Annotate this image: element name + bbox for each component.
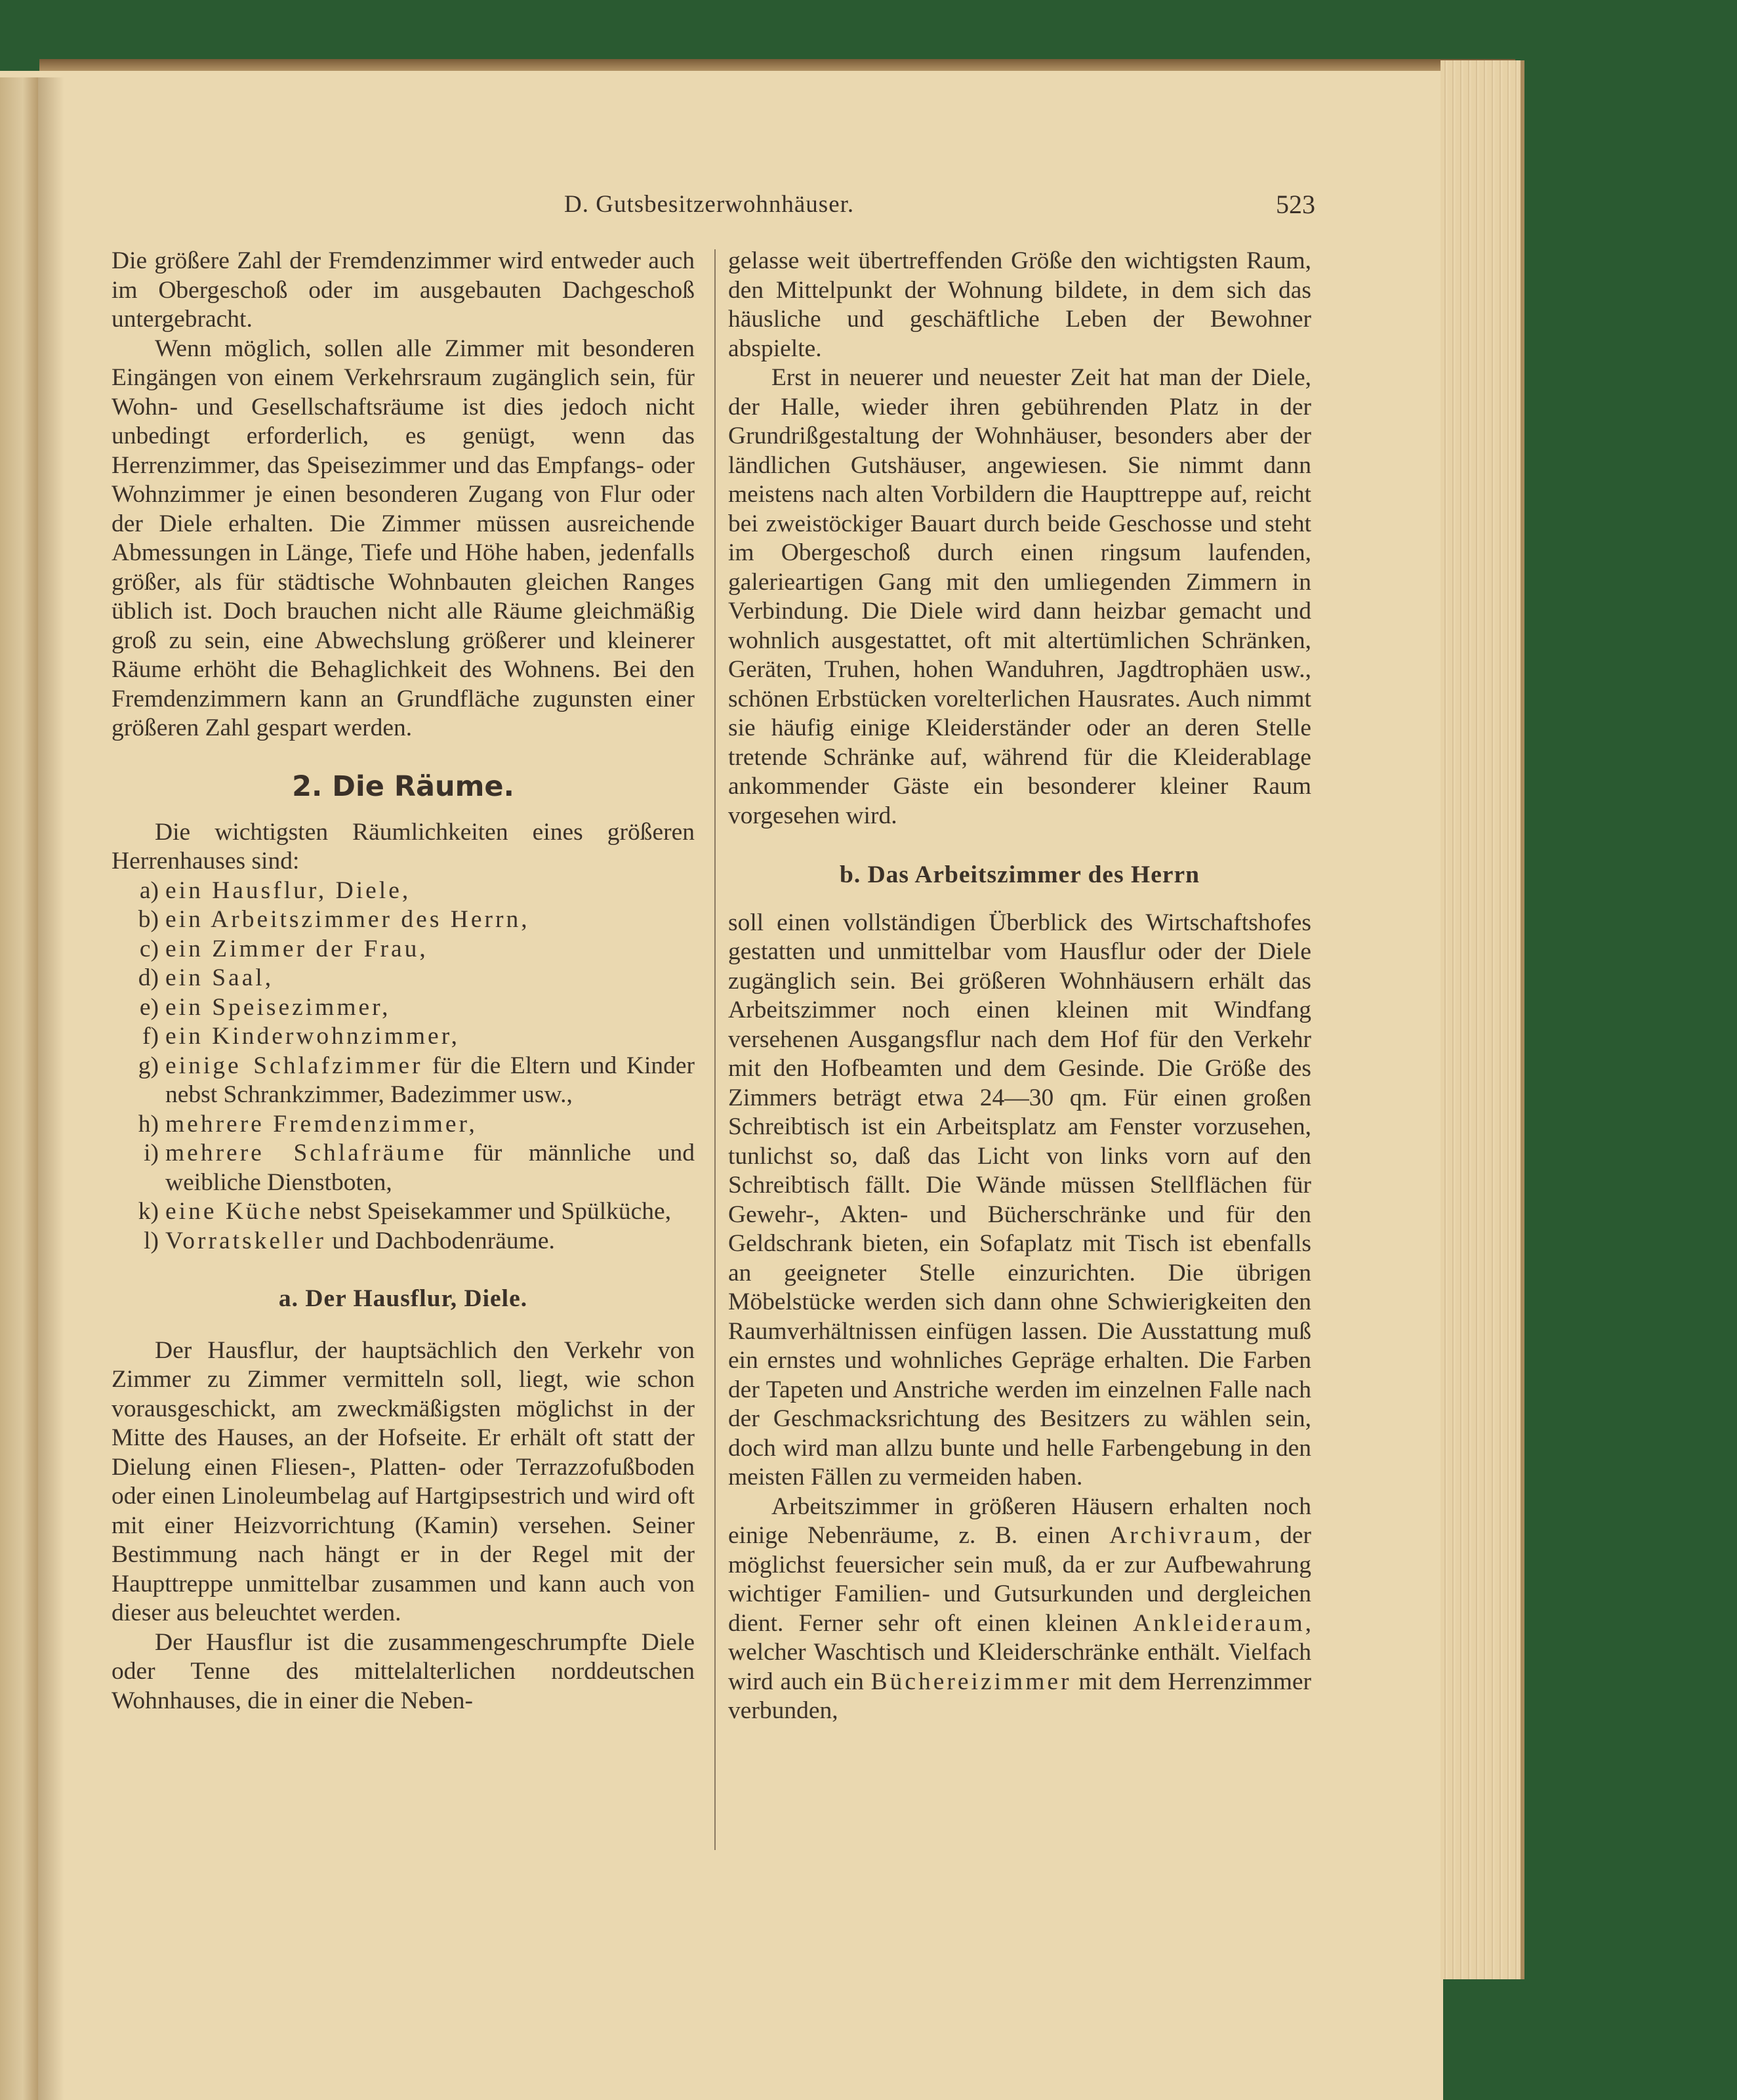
paragraph: Der Hausflur, der hauptsächlich den Verkehr von Zimmer zu Zimmer vermitteln soll, liegt, wie schon vorausgeschickt, am zweckmäßigsten möglichst in der Mitte des Hauses, an der Hofseite. Er erhält oft statt der Dielung einen Fliesen-, Platten- oder Terrazzofußboden oder einen Linoleumbelag auf Hartgipsestrich und wird oft mit einer Heizvorrichtung (Kamin) versehen. Seiner Bestimmung nach hängt er in der Regel mit der Haupttreppe unmittelbar zusammen und kann auch von dieser aus beleuchtet werden.	[112, 1336, 695, 1626]
list-item-text: für die Eltern und Kinder nebst Schrankzimmer, Badezimmer usw.,	[165, 1052, 695, 1108]
list-item-spaced: ein Zimmer der Frau,	[165, 935, 428, 962]
list-marker: g)	[138, 1052, 159, 1079]
text-run: , der möglichst feuersicher sein muß, da er zur Aufbewahrung wichtiger Familien- und Gutsurkunden und dergleichen dient. Ferner sehr oft einen kleinen	[728, 1522, 1311, 1637]
list-item	[112, 1052, 695, 1110]
list-marker: c)	[139, 935, 159, 962]
list-item	[112, 1139, 695, 1197]
list-item	[112, 905, 695, 935]
paragraph: Wenn möglich, sollen alle Zimmer mit besonderen Eingängen von einem Verkehrsraum zugänglich sein, für Wohn- und Gesellschaftsräume ist dies jedoch nicht unbedingt erforderlich, es genügt, wenn das Herrenzimmer, das Speisezimmer und das Empfangs- oder Wohnzimmer je einen besonderen Zugang von Flur oder der Diele erhalten. Die Zimmer müssen ausreichende Abmessungen in Länge, Tiefe und Höhe haben, jedenfalls größer, als für städtische Wohnbauten gleichen Ranges üblich ist. Doch brauchen nicht alle Räume gleichmäßig groß zu sein, eine Abwechslung größerer und kleinerer Räume erhöht die Behaglichkeit des Wohnens. Bei den Fremdenzimmern kann an Grundfläche zugunsten einer größeren Zahl gespart werden.	[112, 335, 695, 741]
text-run: , welcher Waschtisch und Kleiderschränke enthält. Vielfach wird auch ein	[728, 1609, 1311, 1695]
list-marker: f)	[142, 1023, 159, 1050]
list-marker: d)	[138, 964, 159, 991]
list-item	[112, 1197, 695, 1227]
running-head: D. Gutsbesitzerwohnhäuser.	[564, 191, 855, 218]
gutter-shadow	[38, 77, 64, 2100]
list-marker: k)	[138, 1198, 159, 1225]
list-item-spaced: ein Hausflur, Diele,	[165, 876, 411, 904]
list-marker: a)	[139, 876, 159, 904]
list-item	[112, 935, 695, 964]
page-edges	[1441, 60, 1524, 1979]
list-item	[112, 1227, 695, 1256]
right-column	[728, 247, 1311, 1726]
paragraph: soll einen vollständigen Überblick des Wirtschaftshofes gestatten und unmittelbar vom Hausflur oder der Diele zugänglich sein. Bei größeren Wohnhäusern erhält das Arbeitszimmer noch einen kleinen mit Windfang versehenen Ausgangsflur nach dem Hof für den Verkehr mit den Hofbeamten und dem Gesinde. Die Größe des Zimmers beträgt etwa 24—30 qm. Für einen großen Schreibtisch ist ein Arbeitsplatz am Fenster vorzusehen, tunlichst so, daß das Licht von links vorn auf den Schreibtisch fällt. Die Wände müssen Stellflächen für Gewehr-, Akten- und Bücherschränke und für den Geldschrank bieten, ein Sofaplatz mit Tisch ist ebenfalls an geeigneter Stelle einzurichten. Die übrigen Möbelstücke werden sich dann ohne Schwierigkeiten den Raumverhältnissen einfügen lassen. Die Ausstattung muß ein ernstes und wohnliches Gepräge erhalten. Die Farben der Tapeten und Anstriche werden im einzelnen Falle nach der Geschmacksrichtung des Besitzers zu wählen sein, doch wird man allzu bunte und helle Farbengebung in den meisten Fällen zu vermeiden haben.	[728, 909, 1311, 1491]
list-item	[112, 1022, 695, 1052]
list-item-spaced: ein Saal,	[165, 964, 274, 991]
spaced-term: Archivraum	[1109, 1522, 1255, 1549]
paragraph	[728, 1493, 1311, 1726]
list-item-spaced: ein Arbeitszimmer des Herrn,	[165, 906, 530, 933]
text-run: Arbeitszimmer in größeren Häusern erhalten noch einige Nebenräume, z. B. einen	[728, 1493, 1311, 1549]
list-marker: l)	[144, 1227, 159, 1254]
list-item-text: für männliche und weibliche Dienstboten,	[165, 1140, 695, 1196]
text-run: mit dem Herrenzimmer verbunden,	[728, 1668, 1311, 1724]
room-list	[112, 876, 695, 1256]
paragraph: gelasse weit übertreffenden Größe den wichtigsten Raum, den Mittelpunkt der Wohnung bildete, in dem sich das häusliche und geschäftliche Leben der Bewohner abspielte.	[728, 247, 1311, 362]
list-item-spaced: ein Speisezimmer,	[165, 993, 391, 1021]
list-marker: e)	[139, 993, 159, 1021]
list-marker: h)	[138, 1110, 159, 1138]
column-rule	[714, 249, 716, 1850]
list-item	[112, 964, 695, 993]
paragraph: Erst in neuerer und neuester Zeit hat man der Diele, der Halle, wieder ihren gebührenden Platz in der Grundrißgestaltung der Wohnhäuser, besonders aber der ländlichen Gutshäuser, angewiesen. Sie nimmt dann meistens nach alten Vorbildern die Haupttreppe auf, reicht bei zweistöckiger Bauart durch beide Geschosse und steht im Obergeschoß durch einen ringsum laufenden, galerieartigen Gang mit den umliegenden Zimmern in Verbindung. Die Diele wird dann heizbar gemacht und wohnlich ausgestattet, oft mit altertümlichen Schränken, Geräten, Truhen, hohen Wanduhren, Jagdtrophäen usw., schönen Erbstücken vorelterlichen Hausrates. Auch nimmt sie häufig einige Kleiderständer oder an deren Stelle tretende Schränke auf, während für die Kleiderablage ankommender Gäste ein besonderer kleiner Raum vorgesehen wird.	[728, 364, 1311, 829]
list-intro: Die wichtigsten Räumlichkeiten eines größeren Herrenhauses sind:	[112, 818, 695, 875]
list-item	[112, 993, 695, 1023]
list-item-spaced: einige Schlafzimmer	[165, 1052, 423, 1079]
paragraph: Der Hausflur ist die zusammengeschrumpfte Diele oder Tenne des mittelalterlichen norddeutschen Wohnhauses, die in einer die Neben-	[112, 1628, 695, 1714]
section-heading: 2. Die Räume.	[292, 770, 514, 803]
list-item-text: und Dachbodenräume.	[326, 1227, 555, 1254]
list-item-text: nebst Speisekammer und Spülküche,	[302, 1198, 672, 1225]
list-item-spaced: mehrere Fremdenzimmer,	[165, 1110, 478, 1138]
list-item-spaced: mehrere Schlafräume	[165, 1140, 447, 1166]
list-item-spaced: ein Kinderwohnzimmer,	[165, 1023, 460, 1050]
list-item-spaced: eine Küche	[165, 1198, 303, 1225]
spaced-term: Ankleideraum	[1133, 1609, 1305, 1637]
list-item	[112, 876, 695, 906]
paragraph: Die größere Zahl der Fremdenzimmer wird entweder auch im Obergeschoß oder im ausgebauten Dachgeschoß untergebracht.	[112, 247, 695, 333]
spaced-term: Büchereizimmer	[870, 1668, 1072, 1695]
subheading-arbeitszimmer: b. Das Arbeitszimmer des Herrn	[839, 861, 1200, 888]
page-number: 523	[1276, 190, 1315, 219]
list-item-spaced: Vorratskeller	[165, 1227, 326, 1254]
left-column	[112, 247, 695, 1716]
list-marker: i)	[144, 1140, 159, 1166]
list-item	[112, 1110, 695, 1140]
facing-page-edge	[0, 77, 38, 2100]
list-marker: b)	[138, 906, 159, 933]
subheading-hausflur: a. Der Hausflur, Diele.	[278, 1285, 528, 1312]
